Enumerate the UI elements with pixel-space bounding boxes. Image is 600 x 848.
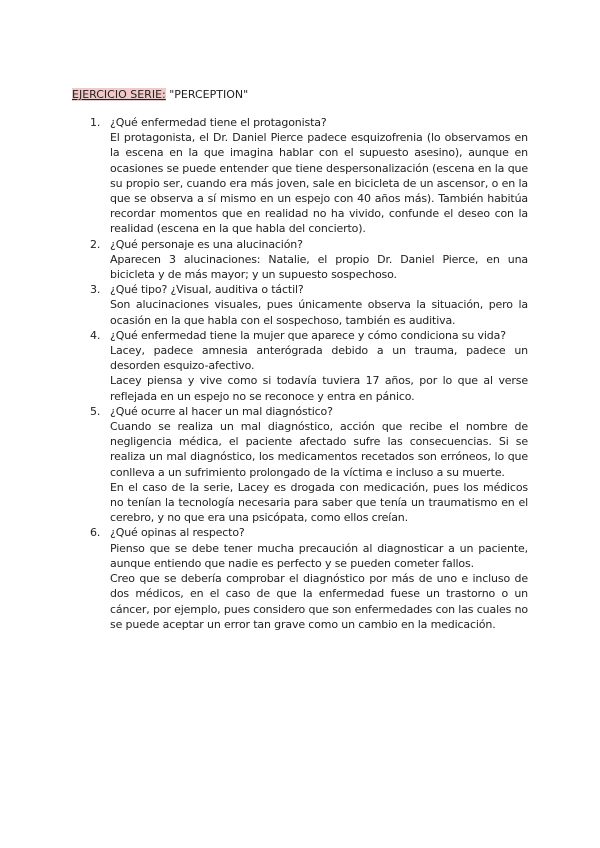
- answer-paragraph: En el caso de la serie, Lacey es drogada con medicación, pues los médicos no tenían la tecnología necesaria para saber que tenía un traumatismo en el cerebro, y no que era una psicópata, como ellos creían.: [110, 480, 528, 525]
- answer-paragraph: Lacey piensa y vive como si todavía tuviera 17 años, por lo que al verse reflejada en un espejo no se reconoce y entra en pánico.: [110, 374, 528, 403]
- question-text: ¿Qué tipo? ¿Visual, auditiva o táctil?: [110, 283, 304, 297]
- question-item: [90, 237, 528, 283]
- question-number: 3.: [90, 283, 101, 297]
- question-text: ¿Qué personaje es una alucinación?: [110, 237, 303, 251]
- answer-paragraph: Creo que se debería comprobar el diagnóstico por más de uno e incluso de dos médicos, en el caso de que la enfermedad fuese un trastorno o un cáncer, por ejemplo, pues considero que son enfermedades con las cuales no se puede aceptar un error tan grave como un cambio en la medicación.: [110, 572, 528, 631]
- question-text: ¿Qué enfermedad tiene la mujer que aparece y cómo condiciona su vida?: [110, 328, 506, 342]
- title-series-name: "PERCEPTION": [165, 88, 249, 101]
- question-item: [90, 404, 528, 526]
- question-number: 6.: [90, 526, 101, 540]
- question-item: [90, 328, 528, 404]
- question-item: [90, 525, 528, 631]
- question-text: ¿Qué ocurre al hacer un mal diagnóstico?: [110, 404, 333, 418]
- answer-paragraph: Aparecen 3 alucinaciones: Natalie, el propio Dr. Daniel Pierce, en una bicicleta y de más mayor; y un supuesto sospechoso.: [110, 252, 528, 282]
- answer-paragraph: Lacey, padece amnesia anterógrada debido a un trauma, padece un desorden esquizo-afectivo.: [110, 344, 528, 373]
- question-number: 5.: [90, 404, 101, 418]
- answer-paragraph: El protagonista, el Dr. Daniel Pierce padece esquizofrenia (lo observamos en la escena en la que imagina hablar con el supuesto asesino), aunque en ocasiones se puede entender que tiene despersonalización (escena en la que su propio ser, cuando era más joven, sale en bicicleta de un ascensor, o en la que se observa a sí mismo en un espejo con 40 años más). También habitúa recordar momentos que en realidad no ha vivido, confunde el deseo con la realidad (escena en la que habla del concierto).: [110, 131, 528, 236]
- question-text: ¿Qué opinas al respecto?: [110, 526, 245, 540]
- title-label: EJERCICIO SERIE:: [72, 88, 166, 101]
- question-text: ¿Qué enfermedad tiene el protagonista?: [110, 116, 327, 129]
- question-number: 2.: [90, 237, 101, 251]
- question-list: [90, 115, 528, 632]
- answer-paragraph: Pienso que se debe tener mucha precaución al diagnosticar a un paciente, aunque entiendo que nadie es perfecto y se pueden cometer fallos.: [110, 541, 528, 570]
- answer-paragraph: Cuando se realiza un mal diagnóstico, acción que recibe el nombre de negligencia médica, el paciente afectado sufre las consecuencias. Si se realiza un mal diagnóstico, los medicamentos recetados son erróneos, lo que conlleva a un sufrimiento prolongado de la víctima e incluso a su muerte.: [110, 420, 528, 479]
- question-number: 1.: [90, 116, 101, 129]
- question-item: [90, 115, 528, 237]
- question-item: [90, 282, 528, 328]
- question-number: 4.: [90, 328, 101, 342]
- document-title: [72, 87, 248, 103]
- answer-paragraph: Son alucinaciones visuales, pues únicamente observa la situación, pero la ocasión en la que habla con el sospechoso, también es auditiva.: [110, 298, 528, 327]
